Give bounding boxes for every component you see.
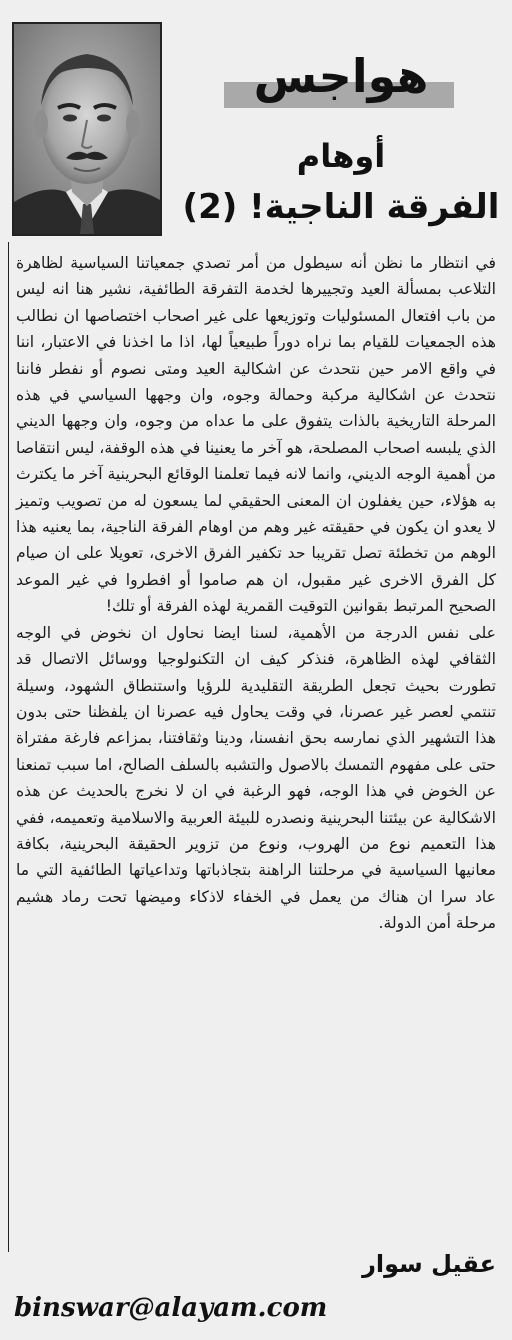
article-headline: الفرقة الناجية! (2) xyxy=(182,187,500,227)
column-header xyxy=(170,22,512,242)
author-name: عقيل سوار xyxy=(362,1250,496,1278)
column-divider xyxy=(8,242,9,1252)
author-portrait-image xyxy=(14,24,160,234)
article-paragraph: في انتظار ما نظن أنه سيطول من أمر تصدي جمعياتنا السياسية لظاهرة التلاعب بمسألة العيد وتجييرها لخدمة التفرقة الطائفية، نشير هنا انه ليس من باب افتعال المسئوليات وتوزيعها على غير اصحاب اختصاصها ان نطالب هذه الجمعيات للقيام بما نراه دوراً طبيعياً لها، اذا ما اخذنا في الاعتبار، اننا في واقع الامر حين نتحدث عن اشكالية العيد ومتى نصوم أو نفطر فاننا نتحدث عن اشكالية مركبة وحمالة وجوه، وان وجهها السياسي في هذه المرحلة التاريخية بالذات يتفوق على ما عداه من وجوه، وان وجهها الديني الذي يلبسه اصحاب المصلحة، هو آخر ما يعنينا في هذه الوقفة، ليس انتقاصا من أهمية الوجه الديني، وانما لانه فيما تعلمنا الوقائع البحرينية آخر ما يكترث به هؤلاء، حين يغفلون ان المعنى الحقيقي لما يسعون له من تصويب وتميز لا يعدو ان يكون في حقيقته غير وهم من اوهام الفرقة الناجية، بما يعنيه هذا الوهم من تخطئة تصل تقريبا حد تكفير الفرق الاخرى، تعويلا على ان صيام كل الفرق الاخرى غير مقبول، ان هم صاموا أو افطروا في غير الموعد الصحيح المرتبط بقوانين التوقيت القمرية لهذه الفرقة أو تلك! xyxy=(16,254,496,616)
article-subtitle: أوهام xyxy=(296,137,386,175)
article-paragraph: على نفس الدرجة من الأهمية، لسنا ايضا نحاول ان نخوض في الوجه الثقافي لهذه الظاهرة، فنذكر كيف ان التكنولوجيا ووسائل الاتصال قد تطورت بحيث تجعل الطريقة التقليدية للرؤيا واستنطاق الشهود، وسيلة تنتمي لعصر غير عصرنا، في وقت يحاول فيه عصرنا ان يلفظنا حتى بدون هذا التشهير الذي نمارسه بحق انفسنا، ودينا وثقافتنا، بمزاعم فارغة مفتراة حتى على مفهوم التمسك بالاصول والتشبه بالسلف الصالح، اما سبب تمنعنا عن الخوض في هذا الوجه، فهو الرغبة في ان لا نخرج بالحديث عن هذه الاشكالية عن بيئتنا البحرينية ونصدره للبيئة العربية والاسلامية وتعميمه، ففي هذا التعميم نوع من الهروب، ونوع من تزوير الحقيقة البحرينية، بكافة معانيها السياسية في مرحلتنا الراهنة بتجاذباتها وتداعياتها الطائفية التي ما عاد سرا ان هناك من يعمل في الخفاء لاذكاء وميضها تحت رماد هشيم مرحلة أمن الدولة. xyxy=(16,623,496,933)
column-title: هواجس xyxy=(253,49,429,103)
author-email[interactable]: binswar@alayam.com xyxy=(14,1293,328,1323)
article-body xyxy=(16,250,496,937)
author-photo xyxy=(12,22,162,236)
